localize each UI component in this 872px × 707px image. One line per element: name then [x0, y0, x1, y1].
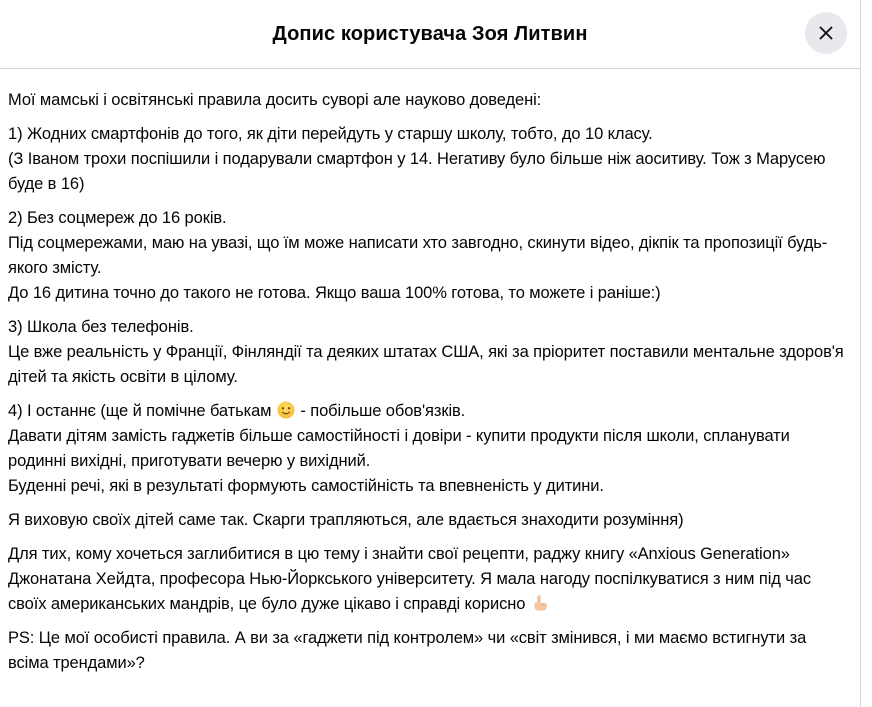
post-paragraph [8, 542, 848, 617]
post-text-line: Давати дітям замість гаджетів більше самостійності і довіри - купити продукти після школи, спланувати родинні вихідні, приготувати вечерю у вихідний. [8, 427, 790, 470]
post-text-line: 3) Школа без телефонів. [8, 318, 194, 336]
post-text-line: Для тих, кому хочеться заглибитися в цю тему і знайти свої рецепти, раджу книгу «Anxious Generation» Джонатана Хейдта, професора Нью-Йоркського університету. Я мала нагоду поспілкуватися з ним під час своїх американських мандрів, це було дуже цікаво і справді корисно [8, 545, 811, 613]
post-paragraph [8, 88, 848, 113]
post-text-line: До 16 дитина точно до такого не готова. Якщо ваша 100% готова, то можете і раніше:) [8, 284, 661, 302]
dialog-title: Допис користувача Зоя Литвин [272, 22, 588, 45]
close-button[interactable] [805, 12, 847, 54]
post-text-line: Я виховую своїх дітей саме так. Скарги трапляються, але вдається знаходити розуміння) [8, 511, 684, 529]
point-up-emoji [531, 594, 549, 612]
post-paragraph [8, 399, 848, 499]
close-icon [815, 22, 837, 44]
post-text-line: Мої мамські і освітянські правила досить суворі але науково доведені: [8, 91, 542, 109]
post-text-line: Буденні речі, які в результаті формують самостійність та впевненість у дитини. [8, 477, 604, 495]
post-paragraph [8, 315, 848, 390]
post-text-line: PS: Це мої особисті правила. А ви за «гаджети під контролем» чи «світ змінився, і ми маємо встигнути за всіма трендами»? [8, 629, 807, 672]
post-paragraph [8, 206, 848, 306]
dialog-header [0, 0, 860, 69]
post-text-line: 2) Без соцмереж до 16 років. [8, 209, 227, 227]
scrollbar-gutter [861, 0, 872, 707]
post-text-line: Під соцмережами, маю на увазі, що їм може написати хто завгодно, скинути відео, дікпік та пропозиції будь-якого змісту. [8, 234, 828, 277]
smiley-emoji [277, 401, 295, 419]
post-text-line: Це вже реальність у Франції, Фінляндії та деяких штатах США, які за пріоритет поставили ментальне здоров'я дітей та якість освіти в цілому. [8, 343, 844, 386]
post-paragraph [8, 508, 848, 533]
post-text-line: (З Іваном трохи поспішили і подарували смартфон у 14. Негативу було більше ніж аоситиву. Тож з Марусею буде в 16) [8, 150, 826, 193]
post-paragraph [8, 626, 848, 676]
post-body [0, 69, 860, 707]
post-text-line: 1) Жодних смартфонів до того, як діти перейдуть у старшу школу, тобто, до 10 класу. [8, 125, 653, 143]
post-text-line: 4) І останнє (ще й помічне батькам - побільше обов'язків. [8, 402, 466, 420]
post-paragraph [8, 122, 848, 197]
